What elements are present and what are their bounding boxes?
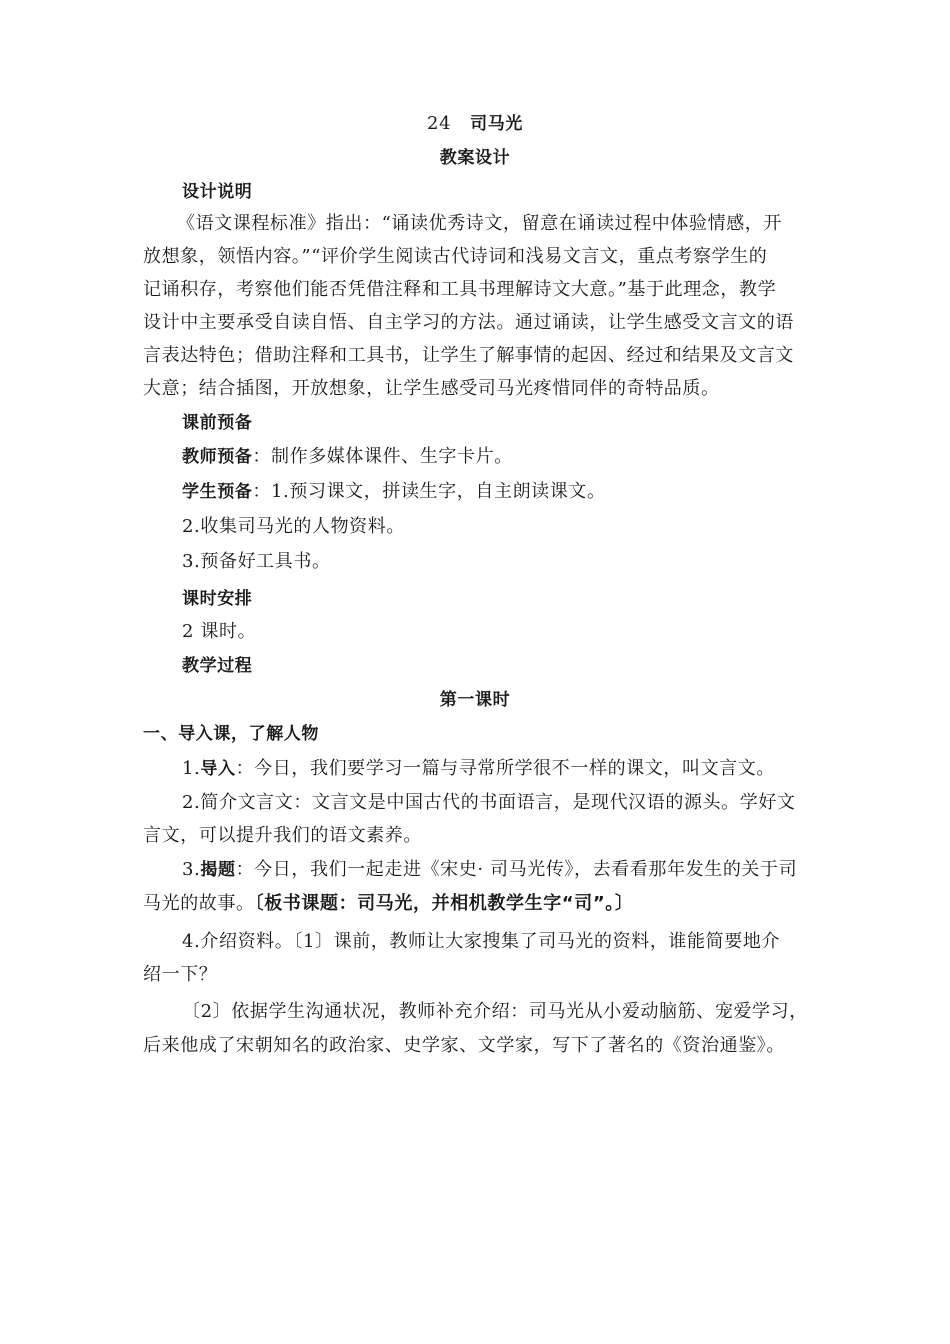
- step-3-line-2: [143, 892, 633, 916]
- design-line-1: 《语文课程标准》指出：“诵读优秀诗文，留意在诵读过程中体验情感，开: [177, 213, 782, 234]
- step-4b-line-1: 〔2〕依据学生沟通状况，教师补充介绍：司马光从小爱动脑筋、宠爱学习，: [182, 1001, 808, 1022]
- step-3-label: 揭题: [200, 860, 236, 880]
- design-line-3: 记诵积存，考察他们能否凭借注释和工具书理解诗文大意。”基于此理念，教学: [143, 279, 777, 300]
- step-4-line-2: 绍一下？: [143, 964, 218, 985]
- step-3: [182, 858, 797, 882]
- design-line-4: 设计中主要承受自读自悟、自主学习的方法。通过诵读，让学生感受文言文的语: [143, 312, 794, 333]
- schedule-text: 2 课时。: [182, 621, 257, 642]
- student-prep: [182, 480, 606, 504]
- design-heading: 设计说明: [182, 182, 253, 202]
- step-1: [182, 757, 775, 781]
- title-name: 司马光: [470, 114, 523, 134]
- design-line-2: 放想象，领悟内容。”“评价学生阅读古代诗词和浅易文言文，重点考察学生的: [143, 246, 768, 267]
- teacher-prep-text: ：制作多媒体课件、生字卡片。: [252, 446, 513, 467]
- student-prep-text: ：1.预习课文，拼读生字，自主朗读课文。: [252, 481, 606, 502]
- board-note: 〔板书课题：司马光，并相机教学生字“司”。〕: [254, 893, 634, 914]
- step-1-label: 导入: [200, 759, 236, 779]
- title-number: 24: [427, 113, 452, 134]
- process-heading: 教学过程: [182, 656, 253, 676]
- lesson-title: 第一课时: [439, 690, 511, 710]
- step-4b-line-2: 后来他成了宋朝知名的政治家、史学家、文学家，写下了著名的《资治通鉴》。: [143, 1035, 785, 1056]
- section-1-heading: 一、导入课，了解人物: [143, 724, 319, 744]
- step-3-num: 3.: [182, 859, 201, 880]
- teacher-prep: [182, 445, 513, 469]
- step-3-text: ：今日，我们一起走进《宋史· 司马光传》，去看看那年发生的关于司: [235, 859, 798, 880]
- subtitle: 教案设计: [439, 148, 511, 168]
- design-line-6: 大意；结合插图，开放想象，让学生感受司马光疼惜同伴的奇特品质。: [143, 378, 720, 399]
- step-2-line-1: 2.简介文言文：文言文是中国古代的书面语言，是现代汉语的源头。学好文: [182, 792, 796, 813]
- schedule-heading: 课时安排: [182, 589, 253, 609]
- prep-heading: 课前预备: [182, 413, 253, 433]
- student-prep-label: 学生预备: [182, 482, 253, 502]
- step-2-line-2: 言文，可以提升我们的语文素养。: [143, 825, 422, 846]
- step-3-line2-text: 马光的故事。: [143, 893, 255, 914]
- step-4-line-1: 4.介绍资料。〔1〕课前，教师让大家搜集了司马光的资料，谁能简要地介: [182, 931, 781, 952]
- lesson-number-title: [0, 112, 950, 136]
- student-prep-2: 2.收集司马光的人物资料。: [182, 516, 405, 537]
- step-1-num: 1.: [182, 758, 201, 779]
- design-line-5: 言表达特色；借助注释和工具书，让学生了解事情的起因、经过和结果及文言文: [143, 345, 794, 366]
- teacher-prep-label: 教师预备: [182, 447, 253, 467]
- step-1-text: ：今日，我们要学习一篇与寻常所学很不一样的课文，叫文言文。: [235, 758, 775, 779]
- student-prep-3: 3.预备好工具书。: [182, 551, 331, 572]
